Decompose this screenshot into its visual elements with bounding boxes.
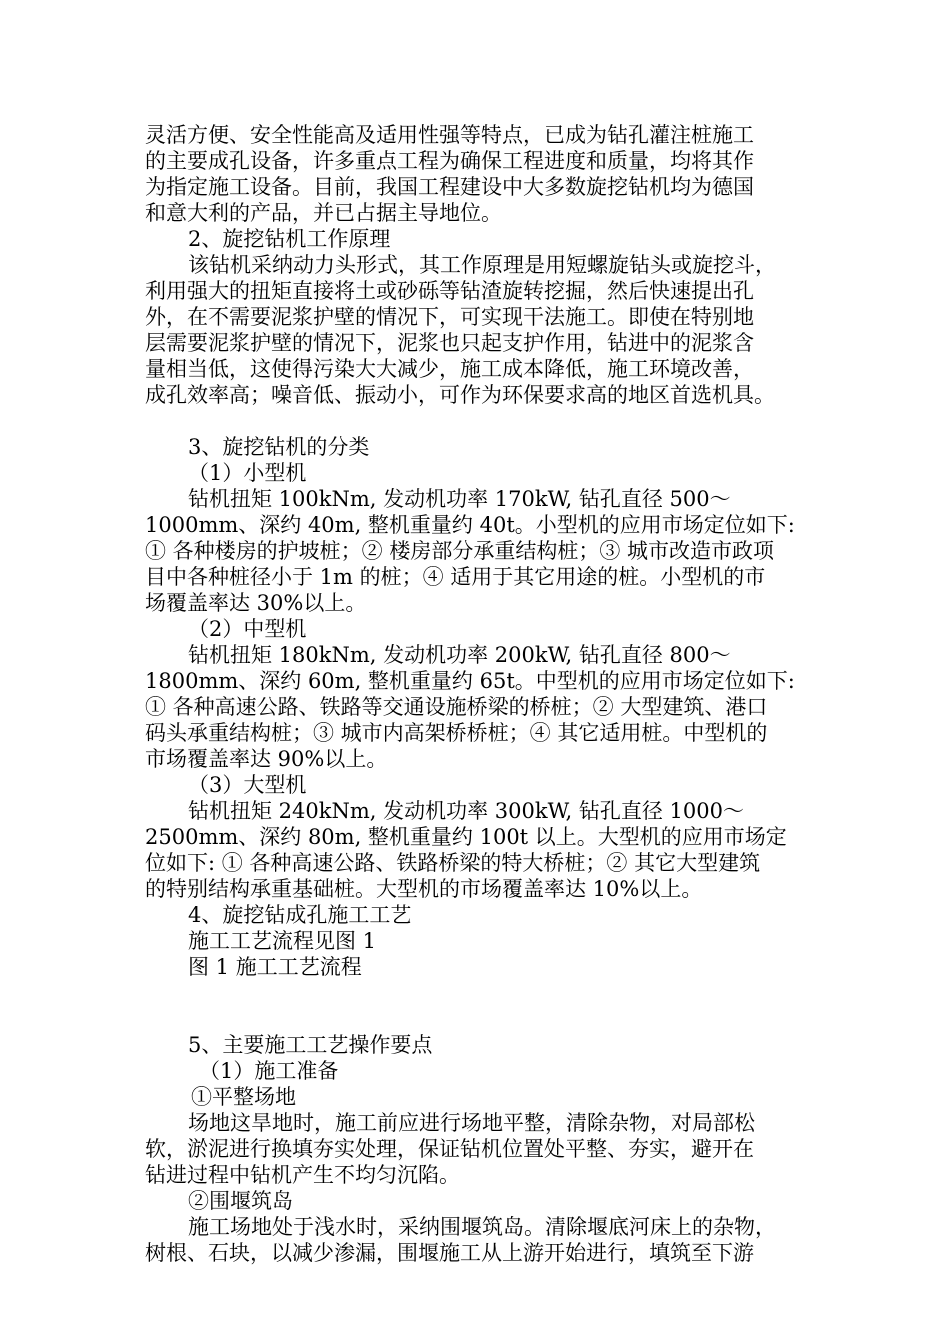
text-line: 为指定施工设备。目前，我国工程建设中大多数旋挖钻机均为德国 <box>145 175 754 199</box>
text-line: 和意大利的产品，并已占据主导地位。 <box>145 201 502 225</box>
text-line: 钻机扭矩 100kNm, 发动机功率 170kW, 钻孔直径 500～ <box>188 487 731 511</box>
text-line: 该钻机采纳动力头形式，其工作原理是用短螺旋钻头或旋挖斗， <box>188 253 776 277</box>
blank-line <box>145 980 810 1032</box>
text-line: 利用强大的扭矩直接将土或砂砾等钻渣旋转挖掘，然后快速提出孔 <box>145 279 754 303</box>
text-line: 1000mm、深约 40m, 整机重量约 40t。小型机的应用市场定位如下: <box>145 513 795 537</box>
text-line: 2500mm、深约 80m, 整机重量约 100t 以上。大型机的应用市场定 <box>145 825 787 849</box>
item-heading: ①平整场地 <box>191 1085 296 1109</box>
section-heading: 3、旋挖钻机的分类 <box>188 435 370 459</box>
subsection-heading: （2）中型机 <box>188 617 307 641</box>
subsection-heading: （3）大型机 <box>188 773 307 797</box>
text-line: 的特别结构承重基础桩。大型机的市场覆盖率达 10%以上。 <box>145 877 703 901</box>
text-line: 的主要成孔设备，许多重点工程为确保工程进度和质量，均将其作 <box>145 149 754 173</box>
text-line: 外，在不需要泥浆护壁的情况下，可实现干法施工。即使在特别地 <box>145 305 754 329</box>
text-line: 钻机扭矩 180kNm, 发动机功率 200kW, 钻孔直径 800～ <box>188 643 731 667</box>
text-line: 层需要泥浆护壁的情况下，泥浆也只起支护作用，钻进中的泥浆含 <box>145 331 754 355</box>
item-heading: ②围堰筑岛 <box>188 1189 293 1213</box>
document-body <box>145 122 810 1266</box>
blank-line <box>145 408 810 434</box>
text-line: 软，淤泥进行换填夯实处理，保证钻机位置处平整、夯实，避开在 <box>145 1137 754 1161</box>
text-line: 钻机扭矩 240kNm, 发动机功率 300kW, 钻孔直径 1000～ <box>188 799 744 823</box>
text-line: 钻进过程中钻机产生不均匀沉陷。 <box>145 1163 460 1187</box>
text-line: 位如下: ① 各种高速公路、铁路桥梁的特大桥桩；② 其它大型建筑 <box>145 851 761 875</box>
text-line: 目中各种桩径小于 1m 的桩；④ 适用于其它用途的桩。小型机的市 <box>145 565 766 589</box>
subsection-heading: （1）施工准备 <box>199 1059 339 1083</box>
figure-caption: 图 1 施工工艺流程 <box>188 955 362 979</box>
text-line: 灵活方便、安全性能高及适用性强等特点，已成为钻孔灌注桩施工 <box>145 123 754 147</box>
text-line: 施工工艺流程见图 1 <box>188 929 377 953</box>
text-line: 场覆盖率达 30%以上。 <box>145 591 367 615</box>
section-heading: 5、主要施工工艺操作要点 <box>188 1033 433 1057</box>
text-line: 市场覆盖率达 90%以上。 <box>145 747 388 771</box>
section-heading: 4、旋挖钻成孔施工工艺 <box>188 903 412 927</box>
text-line: 1800mm、深约 60m, 整机重量约 65t。中型机的应用市场定位如下: <box>145 669 795 693</box>
text-line: ① 各种高速公路、铁路等交通设施桥梁的桥桩；② 大型建筑、港口 <box>145 695 768 719</box>
text-line: 成孔效率高；噪音低、振动小，可作为环保要求高的地区首选机具。 <box>145 383 775 407</box>
text-line: 量相当低，这使得污染大大减少，施工成本降低，施工环境改善， <box>145 357 754 381</box>
text-line: 施工场地处于浅水时，采纳围堰筑岛。清除堰底河床上的杂物， <box>188 1215 776 1239</box>
text-line: 码头承重结构桩；③ 城市内高架桥桥桩；④ 其它适用桩。中型机的 <box>145 721 768 745</box>
section-heading: 2、旋挖钻机工作原理 <box>188 227 391 251</box>
subsection-heading: （1）小型机 <box>188 461 307 485</box>
text-line: ① 各种楼房的护坡桩；② 楼房部分承重结构桩；③ 城市改造市政项 <box>145 539 775 563</box>
text-line: 场地这旱地时，施工前应进行场地平整，清除杂物，对局部松 <box>188 1111 755 1135</box>
text-line: 树根、石块，以减少渗漏，围堰施工从上游开始进行，填筑至下游 <box>145 1241 754 1265</box>
